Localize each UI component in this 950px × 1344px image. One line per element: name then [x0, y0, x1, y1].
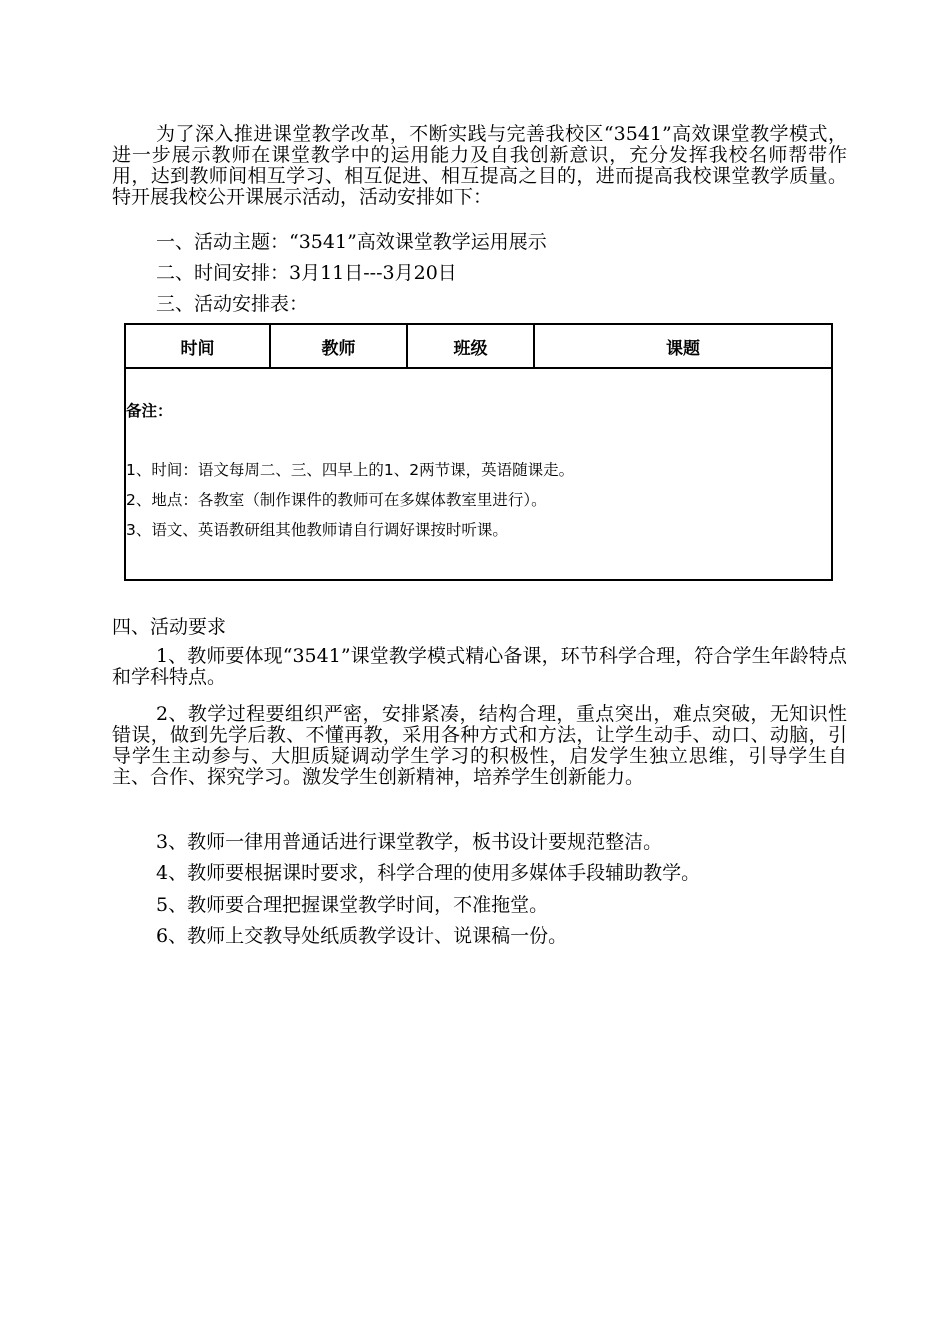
- note-item: 2、地点：各教室（制作课件的教师可在多媒体教室里进行）。: [126, 491, 547, 509]
- section-schedule-table-title: 三、活动安排表：: [156, 293, 309, 315]
- requirement-item: 5、教师要合理把握课堂教学时间，不准拖堂。: [156, 894, 549, 916]
- header-time: 时间: [125, 324, 270, 368]
- notes-label: 备注：: [126, 402, 173, 420]
- intro-paragraph: 为了深入推进课堂教学改革，不断实践与完善我校区“3541”高效课堂教学模式，进一步展示教师在课堂教学中的运用能力及自我创新意识，充分发挥我校名师帮带作用，达到教师间相互学习、相互促进、相互提高之目的，进而提高我校课堂教学质量。特开展我校公开课展示活动，活动安排如下：: [112, 123, 847, 208]
- notes-cell: [125, 368, 832, 580]
- requirement-item: 3、教师一律用普通话进行课堂教学，板书设计要规范整洁。: [156, 831, 663, 853]
- section-requirements-title: 四、活动要求: [112, 616, 227, 638]
- notes-row: [125, 368, 832, 580]
- requirement-item: 1、教师要体现“3541”课堂教学模式精心备课，环节科学合理，符合学生年龄特点和学科特点。: [112, 645, 847, 688]
- section-schedule-time: 二、时间安排：3月11日---3月20日: [156, 262, 457, 284]
- schedule-table: [124, 323, 833, 581]
- table-header-row: [125, 324, 832, 368]
- section-theme: 一、活动主题：“3541”高效课堂教学运用展示: [156, 231, 547, 253]
- header-class: 班级: [407, 324, 534, 368]
- note-item: 1、时间：语文每周二、三、四早上的1、2两节课，英语随课走。: [126, 461, 575, 479]
- requirement-item: 2、教学过程要组织严密，安排紧凑，结构合理，重点突出，难点突破，无知识性错误，做到先学后教、不懂再教，采用各种方式和方法，让学生动手、动口、动脑，引导学生主动参与、大胆质疑调动学生学习的积极性，启发学生独立思维，引导学生自主、合作、探究学习。激发学生创新精神，培养学生创新能力。: [112, 703, 847, 788]
- requirement-item: 6、教师上交教导处纸质教学设计、说课稿一份。: [156, 925, 568, 947]
- header-teacher: 教师: [270, 324, 407, 368]
- header-topic: 课题: [534, 324, 832, 368]
- note-item: 3、语文、英语教研组其他教师请自行调好课按时听课。: [126, 521, 508, 539]
- requirement-item: 4、教师要根据课时要求，科学合理的使用多媒体手段辅助教学。: [156, 862, 701, 884]
